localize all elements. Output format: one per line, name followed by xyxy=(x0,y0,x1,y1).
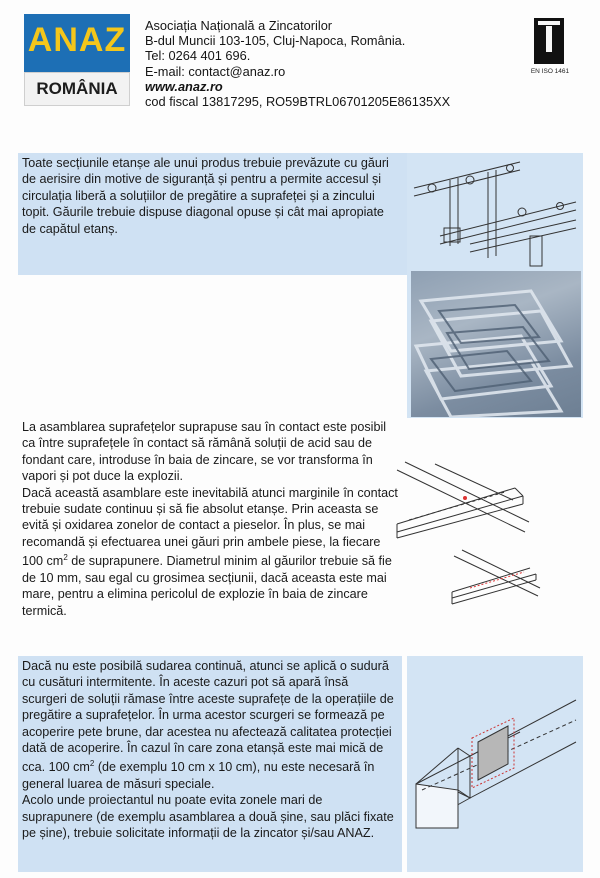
section3-text xyxy=(22,658,394,842)
section2-superscript: 2 xyxy=(63,553,68,563)
section3-paragraph-1-part-a: Dacă nu este posibilă sudarea continuă, atunci se aplică o sudură cu cusături intermitente. În aceste cazuri pot să apară însă scurgeri de soluții rămase între aceste suprafețe de la operațiile de pregătire a suprafețelor. În urma acestor scurgeri se formează pe acoperire pete brune, dar acestea nu afectează calitatea protecției dată de acoperire. În cazul în care zona etanșă este mai mică de cca. 100 cm xyxy=(22,659,394,775)
logo-text-romania: ROMÂNIA xyxy=(24,72,130,106)
section2-paragraph-1: La asamblarea suprafețelor suprapuse sau în contact este posibil ca între suprafețele în contact să rămână soluții de acid sau de fondant care, introduse în baia de zincare, se vor transforma în vapori și pot duce la explozii. xyxy=(22,420,387,484)
section3-superscript: 2 xyxy=(89,759,95,769)
organization-info xyxy=(145,18,450,109)
iso-label: EN ISO 1461 xyxy=(530,68,570,75)
section2-paragraph-2-part-b: de suprapunere. Diametrul minim al găurilor trebuie să fie de 10 mm, sau egal cu grosimea secțiunii, dacă aceasta este mai mare, pentru a elimina pericolul de explozie în baia de zincare termică. xyxy=(22,554,392,618)
section2-paragraph-2 xyxy=(22,485,402,619)
logo-text-anaz: ANAZ xyxy=(27,21,127,59)
galvanized-frames-image xyxy=(411,271,581,417)
org-name: Asociația Națională a Zincatorilor xyxy=(145,18,333,33)
org-email: E-mail: contact@anaz.ro xyxy=(145,63,286,79)
org-fiscal-code: cod fiscal 13817295, RO59BTRL06701205E86135XX xyxy=(145,94,451,110)
org-phone: Tel: 0264 401 696. xyxy=(145,48,251,64)
org-address: B-dul Muncii 103-105, Cluj-Napoca, România. xyxy=(145,33,406,49)
vent-holes-frame-drawing xyxy=(410,158,582,270)
section3-paragraph-2: Acolo unde proiectantul nu poate evita zonele mari de suprapunere (de exemplu asamblarea a două șine, sau plăci fixate pe șine), trebuie solicitate informații de la zincator și/sau ANAZ. xyxy=(22,793,394,841)
anaz-logo xyxy=(24,14,130,106)
galvanized-frames-photo xyxy=(411,271,581,417)
welded-profiles-drawing xyxy=(450,548,542,606)
iso-certification-badge xyxy=(526,18,570,82)
section2-paragraph-2-part-a: Dacă această asamblare este inevitabilă atunci marginile în contact trebuie sudate continuu și să fie absolut etanșe. Prin aceasta se evită și oxidarea zonelor de contact a pieselor. În plus, se mai recomandă și efectuarea unei găuri prin ambele piese, la fiecare 100 cm xyxy=(22,485,398,569)
section1-paragraph: Toate secțiunile etanșe ale unui produs trebuie prevăzute cu găuri de aerisire din motive de siguranță și pentru a permite accesul și circulația liberă a soluțiilor de pregătire a suprafeței și a zincului topit. Găurile trebuie dispuse diagonal opuse și cât mai apropiate de capătul etanș. xyxy=(22,156,389,236)
iso-mark-icon xyxy=(534,18,564,64)
section3-paragraph-1-part-b: (de exemplu 10 cm x 10 cm), nu este necesară în general luarea de măsuri speciale. xyxy=(22,760,375,792)
intermittent-weld-drawing xyxy=(410,680,582,830)
section1-text xyxy=(22,155,394,237)
org-website: www.anaz.ro xyxy=(145,78,223,94)
section2-text xyxy=(22,419,402,619)
overlapping-profiles-drawing xyxy=(395,458,530,546)
section3-paragraph-1 xyxy=(22,658,394,792)
